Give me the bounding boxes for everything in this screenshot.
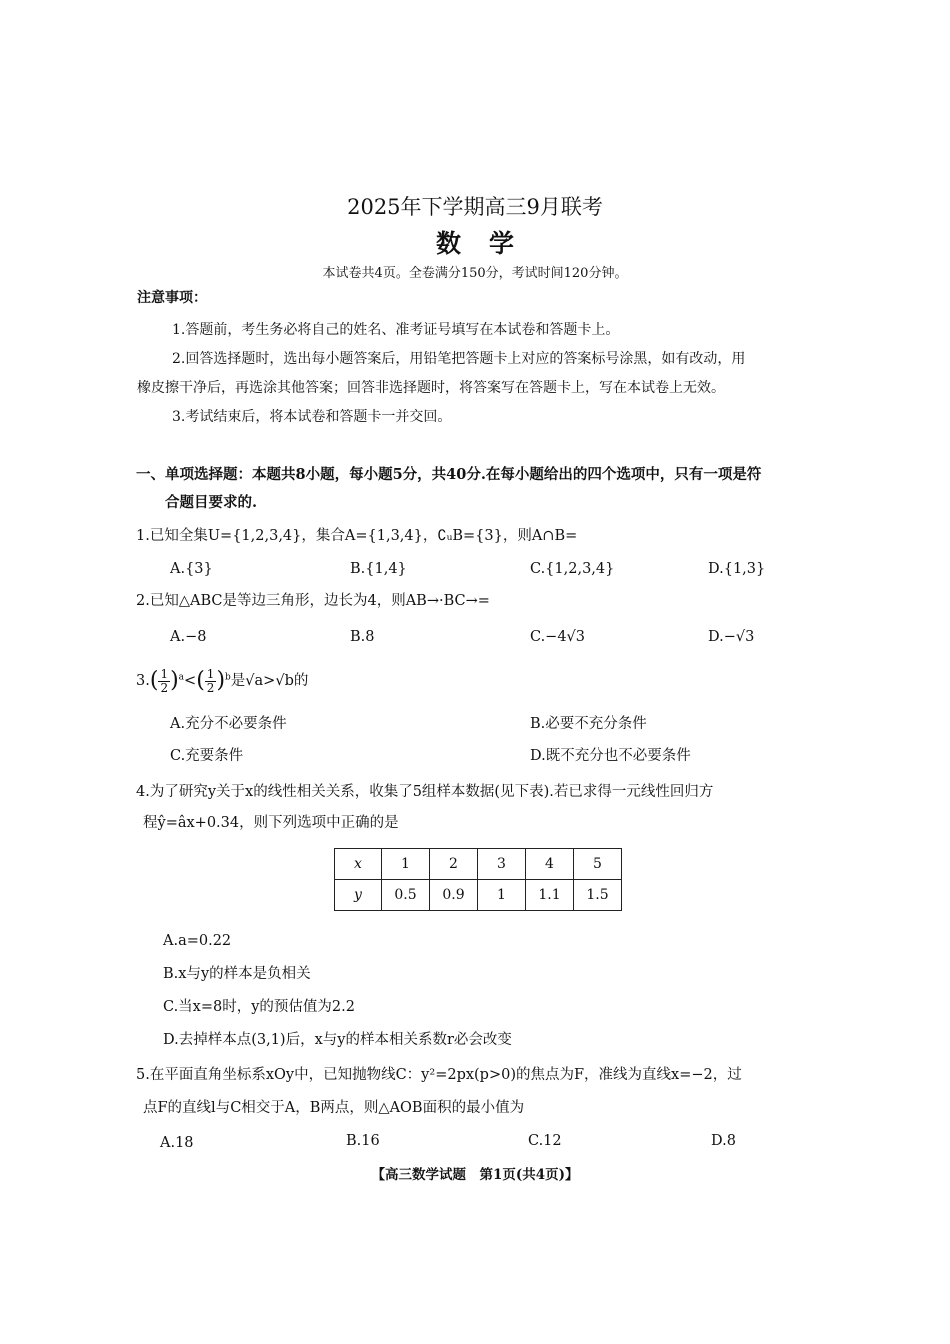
table-row-y xyxy=(335,880,622,911)
q3-fraction-a: $\frac{1}{2}$ xyxy=(160,667,169,695)
question-5-option-b: B.16 xyxy=(346,1133,380,1149)
q3-lt: < xyxy=(184,673,197,690)
question-5-stem: 5.在平面直角坐标系xOy中，已知抛物线C：y²=2px(p>0)的焦点为F，准线为直线x=−2，过 xyxy=(136,1067,742,1083)
question-5-option-d: D.8 xyxy=(711,1133,736,1149)
question-4-option-a: A.a=0.22 xyxy=(163,933,232,949)
question-3-option-c: C.充要条件 xyxy=(170,748,244,764)
page-footer: 【高三数学试题 第1页(共4页)】 xyxy=(371,1167,579,1183)
question-1-option-c: C.{1,2,3,4} xyxy=(530,561,615,577)
question-3-option-a: A.充分不必要条件 xyxy=(170,716,287,732)
notice-item-2-cont: 橡皮擦干净后，再选涂其他答案；回答非选择题时，将答案写在答题卡上，写在本试卷上无效。 xyxy=(137,380,725,396)
table-cell: 0.9 xyxy=(430,880,478,911)
question-3-stem: 3.( $\frac{1}{2}$ )$^a$<( $\frac{1}{2}$ )$^b$是√a>√b的 xyxy=(136,667,309,695)
table-cell: 1 xyxy=(382,849,430,880)
q3-exp-a: a xyxy=(178,672,185,683)
question-2-option-a: A.−8 xyxy=(170,629,207,645)
question-2-option-d: D.−√3 xyxy=(708,629,755,645)
table-cell: 1.1 xyxy=(526,880,574,911)
q3-fraction-b: $\frac{1}{2}$ xyxy=(206,667,215,695)
table-cell: 1.5 xyxy=(574,880,622,911)
notice-item-3: 3.考试结束后，将本试卷和答题卡一并交回。 xyxy=(172,409,452,425)
question-4-option-c: C.当x=8时，y的预估值为2.2 xyxy=(163,999,355,1015)
table-cell: 4 xyxy=(526,849,574,880)
question-2-option-b: B.8 xyxy=(350,629,375,645)
notice-item-2: 2.回答选择题时，选出每小题答案后，用铅笔把答题卡上对应的答案标号涂黑，如有改动，用 xyxy=(172,351,746,367)
question-5-option-c: C.12 xyxy=(528,1133,562,1149)
question-1-stem: 1.已知全集U={1,2,3,4}，集合A={1,3,4}，∁ᵤB={3}，则A∩B= xyxy=(136,528,578,544)
question-3-option-b: B.必要不充分条件 xyxy=(530,716,647,732)
table-row-x xyxy=(335,849,622,880)
question-4-option-b: B.x与y的样本是负相关 xyxy=(163,966,311,982)
table-cell: 1 xyxy=(478,880,526,911)
notice-item-1: 1.答题前，考生务必将自己的姓名、准考证号填写在本试卷和答题卡上。 xyxy=(172,322,620,338)
question-2-stem: 2.已知△ABC是等边三角形，边长为4，则AB→·BC→= xyxy=(136,593,490,609)
exam-info: 本试卷共4页。全卷满分150分，考试时间120分钟。 xyxy=(322,266,628,281)
table-cell: 2 xyxy=(430,849,478,880)
question-1-option-b: B.{1,4} xyxy=(350,561,407,577)
subject-title: 数学 xyxy=(435,229,542,258)
question-5-option-a: A.18 xyxy=(160,1135,194,1151)
question-1-option-a: A.{3} xyxy=(170,561,213,577)
table-cell: 3 xyxy=(478,849,526,880)
question-3-option-d: D.既不充分也不必要条件 xyxy=(530,748,691,764)
notice-heading: 注意事项： xyxy=(137,290,207,306)
q3-exp-b: b xyxy=(225,672,231,683)
table-cell-x-label: x xyxy=(335,849,382,880)
question-4-stem-cont: 程ŷ=âx+0.34，则下列选项中正确的是 xyxy=(143,815,399,831)
sample-data-table xyxy=(334,848,622,911)
question-2-option-c: C.−4√3 xyxy=(530,629,586,645)
question-1-option-d: D.{1,3} xyxy=(708,561,766,577)
section-heading: 一、单项选择题：本题共8小题，每小题5分，共40分.在每小题给出的四个选项中，只有一项是符 xyxy=(136,466,762,483)
exam-title: 2025年下学期高三9月联考 xyxy=(347,195,603,219)
section-heading-cont: 合题目要求的. xyxy=(165,494,258,511)
table-cell: 5 xyxy=(574,849,622,880)
table-cell: 0.5 xyxy=(382,880,430,911)
question-5-stem-cont: 点F的直线l与C相交于A，B两点，则△AOB面积的最小值为 xyxy=(143,1100,525,1116)
question-4-stem: 4.为了研究y关于x的线性相关关系，收集了5组样本数据(见下表).若已求得一元线性回归方 xyxy=(136,784,714,800)
question-4-option-d: D.去掉样本点(3,1)后，x与y的样本相关系数r必会改变 xyxy=(163,1032,512,1048)
q3-prefix: 3. xyxy=(136,673,150,690)
q3-suffix: 是√a>√b的 xyxy=(230,673,309,690)
table-cell-y-label: y xyxy=(335,880,382,911)
